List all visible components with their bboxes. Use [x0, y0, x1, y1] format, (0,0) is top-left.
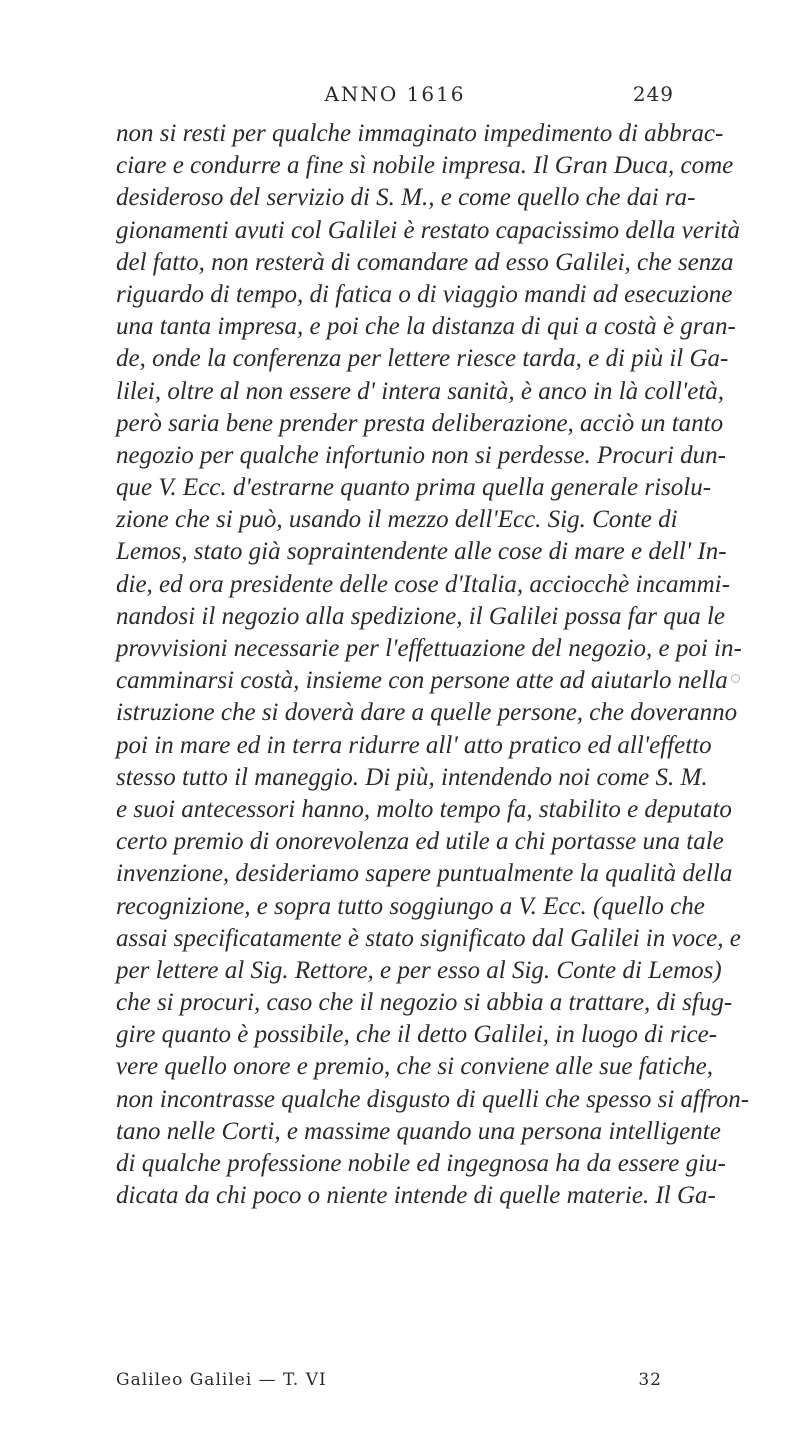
text-line: camminarsi costà, insieme con persone atte ad aiutarlo nella	[116, 667, 728, 695]
margin-mark	[731, 674, 740, 683]
text-line: invenzione, desideriamo sapere puntualmente la qualità della	[116, 860, 733, 888]
text-line: Lemos, stato già sopraintendente alle cose di mare e dell' In-	[116, 538, 727, 566]
text-line: desideroso del servizio di S. M., e come quello che dai ra-	[116, 184, 696, 212]
text-line: e suoi antecessori hanno, molto tempo fa, stabilito e deputato	[116, 795, 732, 823]
page-header	[116, 82, 674, 112]
text-line: stesso tutto il maneggio. Di più, intendendo noi come S. M.	[116, 763, 708, 791]
text-line: certo premio di onorevolenza ed utile a chi portasse una tale	[116, 828, 724, 856]
text-line: die, ed ora presidente delle cose d'Italia, acciocchè incammi-	[116, 570, 730, 598]
body-text	[116, 118, 750, 1212]
text-line: tano nelle Corti, e massime quando una persona intelligente	[116, 1117, 721, 1145]
text-line: negozio per qualche infortunio non si perdesse. Procuri dun-	[116, 441, 726, 469]
text-line: una tanta impresa, e poi che la distanza di qui a costà è gran-	[116, 313, 736, 341]
text-line: gire quanto è possibile, che il detto Galilei, in luogo di rice-	[116, 1021, 718, 1049]
signature-mark: 32	[638, 1370, 662, 1390]
footer-source: Galileo Galilei — T. VI	[116, 1370, 327, 1390]
text-line: però saria bene prender presta deliberazione, acciò un tanto	[116, 409, 724, 437]
running-head: ANNO 1616	[324, 82, 466, 106]
text-line: istruzione che si doverà dare a quelle persone, che doveranno	[116, 699, 738, 727]
text-line: poi in mare ed in terra ridurre all' atto pratico ed all'effetto	[116, 731, 712, 759]
text-line: non si resti per qualche immaginato impedimento di abbrac-	[116, 120, 724, 147]
text-line: gionamenti avuti col Galilei è restato capacissimo della verità	[116, 216, 740, 244]
text-line: del fatto, non resterà di comandare ad esso Galilei, che senza	[116, 248, 734, 276]
page-footer	[116, 1370, 674, 1396]
text-line: riguardo di tempo, di fatica o di viaggio mandi ad esecuzione	[116, 280, 733, 308]
text-line: assai specificatamente è stato significato dal Galilei in voce, e	[116, 924, 741, 952]
page-number: 249	[632, 82, 674, 106]
text-line: nandosi il negozio alla spedizione, il Galilei possa far qua le	[116, 602, 726, 630]
text-line: de, onde la conferenza per lettere riesce tarda, e di più il Ga-	[116, 345, 729, 373]
text-line: ciare e condurre a fine sì nobile impresa. Il Gran Duca, come	[116, 152, 734, 180]
text-line: recognizione, e sopra tutto soggiungo a V. Ecc. (quello che	[116, 892, 705, 920]
text-line: per lettere al Sig. Rettore, e per esso al Sig. Conte di Lemos)	[116, 956, 722, 984]
text-line: non incontrasse qualche disgusto di quelli che spesso si affron-	[116, 1085, 750, 1113]
text-line: lilei, oltre al non essere d' intera sanità, è anco in là coll'età,	[116, 377, 725, 405]
text-line: provvisioni necessarie per l'effettuazione del negozio, e poi in-	[116, 635, 742, 662]
text-line: di qualche professione nobile ed ingegnosa ha da essere giu-	[116, 1150, 726, 1177]
text-line: vere quello onore e premio, che si conviene alle sue fatiche,	[116, 1053, 714, 1081]
text-line: que V. Ecc. d'estrarne quanto prima quella generale risolu-	[116, 474, 712, 502]
text-line: che si procuri, caso che il negozio si abbia a trattare, di sfug-	[116, 989, 733, 1017]
text-line: dicata da chi poco o niente intende di quelle materie. Il Ga-	[116, 1182, 716, 1210]
text-line: zione che si può, usando il mezzo dell'Ecc. Sig. Conte di	[116, 506, 678, 534]
